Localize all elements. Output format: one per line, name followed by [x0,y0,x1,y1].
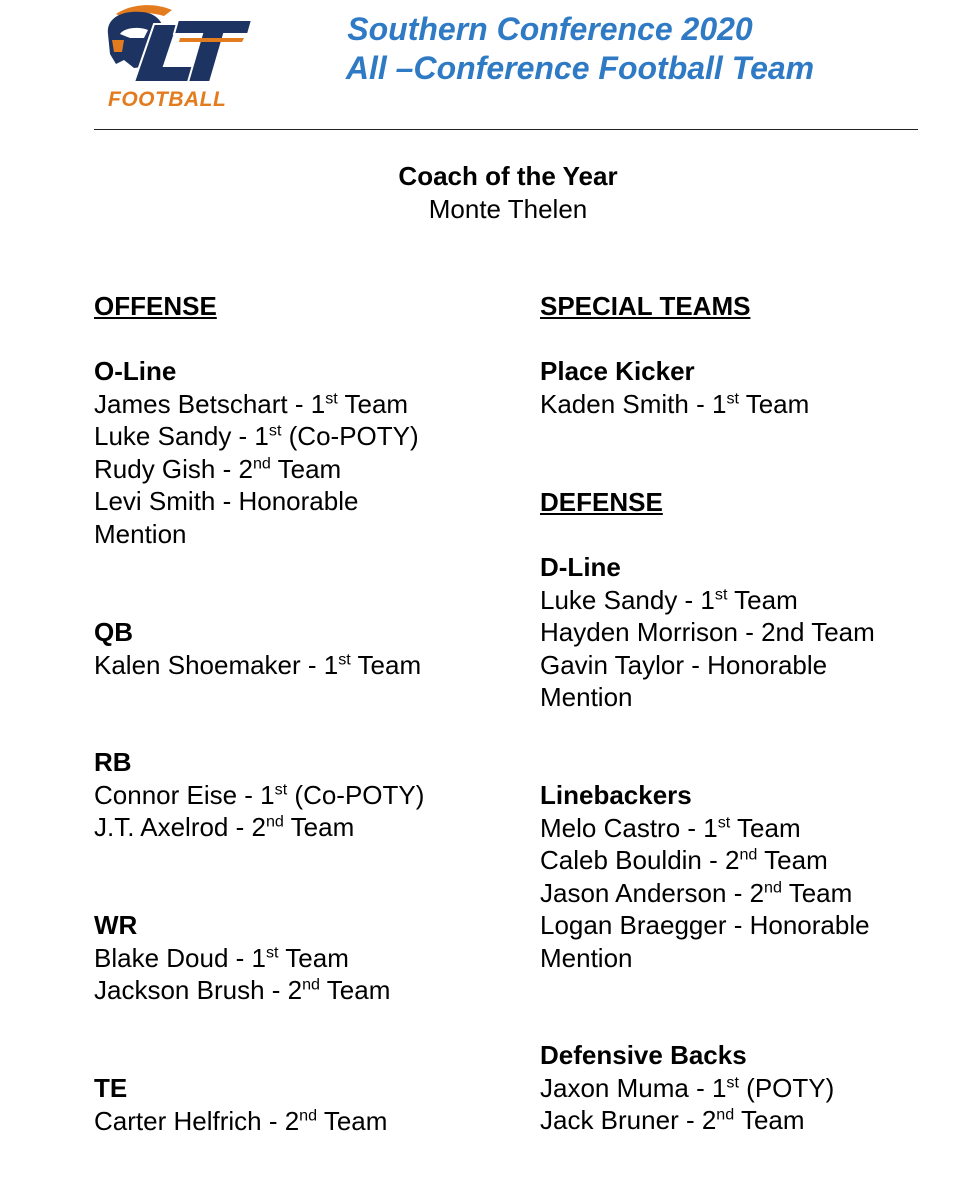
offense-heading-block [94,290,494,323]
defense-heading: DEFENSE [540,487,663,517]
defensive-backs-section [540,1039,960,1137]
player-entry-continued: Mention [540,942,633,973]
special-teams-heading: SPECIAL TEAMS [540,291,751,321]
player-entry: Jaxon Muma - 1st (POTY) [540,1072,835,1103]
player-entry: Kaden Smith - 1st Team [540,388,810,419]
player-entry: Gavin Taylor - Honorable [540,649,828,680]
player-entry: J.T. Axelrod - 2nd Team [94,812,355,843]
player-entry: James Betschart - 1st Team [94,388,409,419]
player-entry: Kalen Shoemaker - 1st Team [94,649,422,680]
coach-of-year-name: Monte Thelen [428,194,588,224]
document-title-line2: All –Conference Football Team [345,50,815,86]
position-title: RB [94,747,132,777]
trojan-helmet-logo-icon [94,4,254,86]
position-title: TE [94,1073,128,1103]
player-entry: Caleb Bouldin - 2nd Team [540,845,828,876]
position-title: WR [94,910,138,940]
player-entry: Connor Eise - 1st (Co-POTY) [94,779,425,810]
player-entry-continued: Mention [94,518,187,549]
offense-heading: OFFENSE [94,291,217,321]
position-title: Linebackers [540,780,692,810]
player-entry: Blake Doud - 1st Team [94,942,349,973]
oline-section [94,355,494,551]
player-entry: Jack Bruner - 2nd Team [540,1105,805,1136]
linebackers-section [540,779,960,975]
header-divider [94,129,918,130]
player-entry: Luke Sandy - 1st Team [540,584,798,615]
position-title: Place Kicker [540,356,695,386]
place-kicker-section [540,355,960,420]
wr-section [94,909,494,1007]
player-entry: Jackson Brush - 2nd Team [94,975,391,1006]
special-teams-heading-block [540,290,960,323]
document-title-line1: Southern Conference 2020 [347,11,753,47]
defense-heading-block [540,486,960,519]
logo-football-wordmark: FOOTBALL [108,88,227,111]
lt-football-logo [94,4,254,112]
position-title: Defensive Backs [540,1040,747,1070]
rb-section [94,746,494,844]
player-entry: Logan Braegger - Honorable [540,910,870,941]
te-section [94,1072,494,1137]
player-entry: Jason Anderson - 2nd Team [540,877,853,908]
position-title: O-Line [94,356,177,386]
player-entry: Levi Smith - Honorable [94,486,359,517]
position-title: QB [94,617,133,647]
qb-section [94,616,494,681]
player-entry-continued: Mention [540,682,633,713]
player-entry: Melo Castro - 1st Team [540,812,801,843]
player-entry: Carter Helfrich - 2nd Team [94,1105,388,1136]
player-entry: Rudy Gish - 2nd Team [94,453,342,484]
position-title: D-Line [540,552,621,582]
coach-of-year-heading: Coach of the Year [398,161,618,191]
player-entry: Luke Sandy - 1st (Co-POTY) [94,421,419,452]
player-entry: Hayden Morrison - 2nd Team [540,617,875,648]
dline-section [540,551,960,714]
